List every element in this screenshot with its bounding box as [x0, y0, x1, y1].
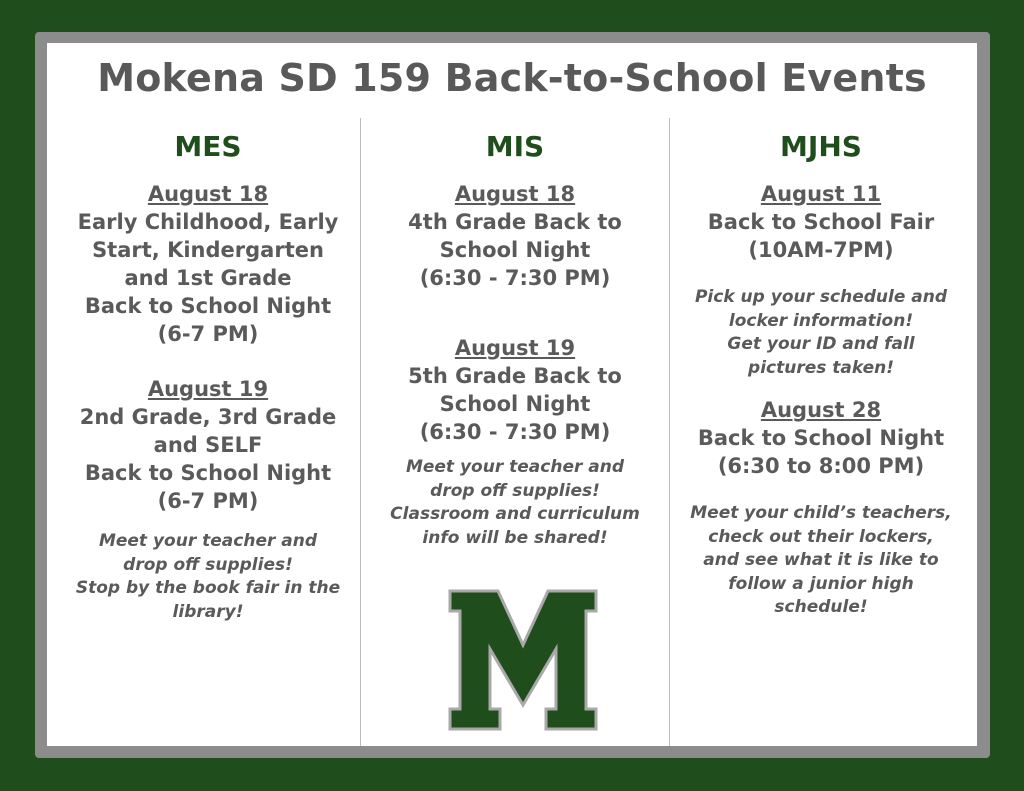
- event-line: School Night: [439, 392, 591, 416]
- page-title: Mokena SD 159 Back-to-School Events: [97, 56, 927, 100]
- event-line: 4th Grade Back to: [408, 210, 622, 234]
- event-line: 5th Grade Back to: [408, 364, 622, 388]
- event-note: drop off supplies!: [430, 480, 600, 501]
- event-note: Classroom and curriculum: [390, 504, 640, 524]
- event-line: (6-7 PM): [157, 322, 259, 346]
- event-note: Stop by the book fair in the: [75, 578, 341, 598]
- event-note: and see what it is like to: [703, 550, 939, 570]
- event-line: 2nd Grade, 3rd Grade: [79, 405, 337, 429]
- event-date: August 19: [147, 377, 269, 401]
- event-line: Back to School Night: [84, 461, 332, 485]
- column-divider: [669, 118, 670, 746]
- event-note: follow a junior high: [728, 573, 914, 594]
- event-note: check out their lockers,: [708, 526, 934, 547]
- column-divider: [360, 118, 361, 746]
- column-heading: MES: [174, 130, 242, 163]
- column-mjhs: [674, 128, 968, 620]
- event-line: Back to School Night: [697, 426, 945, 450]
- event-note: info will be shared!: [422, 527, 608, 548]
- m-logo-shape: [450, 591, 596, 729]
- event-note: Meet your child’s teachers,: [690, 503, 952, 523]
- event-line: (10AM-7PM): [748, 238, 894, 262]
- event-date: August 18: [454, 182, 576, 206]
- event-note: library!: [172, 601, 244, 622]
- event-line: (6:30 to 8:00 PM): [717, 454, 925, 478]
- event-line: Start, Kindergarten: [92, 238, 324, 262]
- column-mes: [62, 128, 354, 624]
- event-date: August 18: [147, 182, 269, 206]
- event-note: Meet your teacher and: [98, 531, 318, 551]
- event-line: Back to School Night: [84, 294, 332, 318]
- event-note: drop off supplies!: [123, 554, 293, 575]
- event-note: Meet your teacher and: [405, 457, 625, 477]
- event-line: Early Childhood, Early: [77, 210, 339, 234]
- event-note: Pick up your schedule and: [694, 287, 948, 307]
- event-line: (6:30 - 7:30 PM): [419, 420, 611, 444]
- event-line: (6:30 - 7:30 PM): [419, 266, 611, 290]
- column-mis: [368, 128, 662, 550]
- event-line: Back to School Fair: [707, 210, 935, 234]
- event-note: schedule!: [774, 597, 868, 617]
- event-date: August 11: [760, 182, 882, 206]
- column-heading: MIS: [485, 130, 545, 163]
- event-date: August 19: [454, 336, 576, 360]
- event-line: School Night: [439, 238, 591, 262]
- event-line: (6-7 PM): [157, 489, 259, 513]
- event-note: pictures taken!: [748, 357, 894, 378]
- column-heading: MJHS: [780, 130, 862, 163]
- event-note: Get your ID and fall: [727, 334, 915, 354]
- event-line: and 1st Grade: [124, 266, 292, 290]
- event-date: August 28: [760, 398, 882, 422]
- school-m-logo: [446, 587, 600, 733]
- event-line: and SELF: [153, 433, 263, 457]
- event-note: locker information!: [728, 310, 914, 331]
